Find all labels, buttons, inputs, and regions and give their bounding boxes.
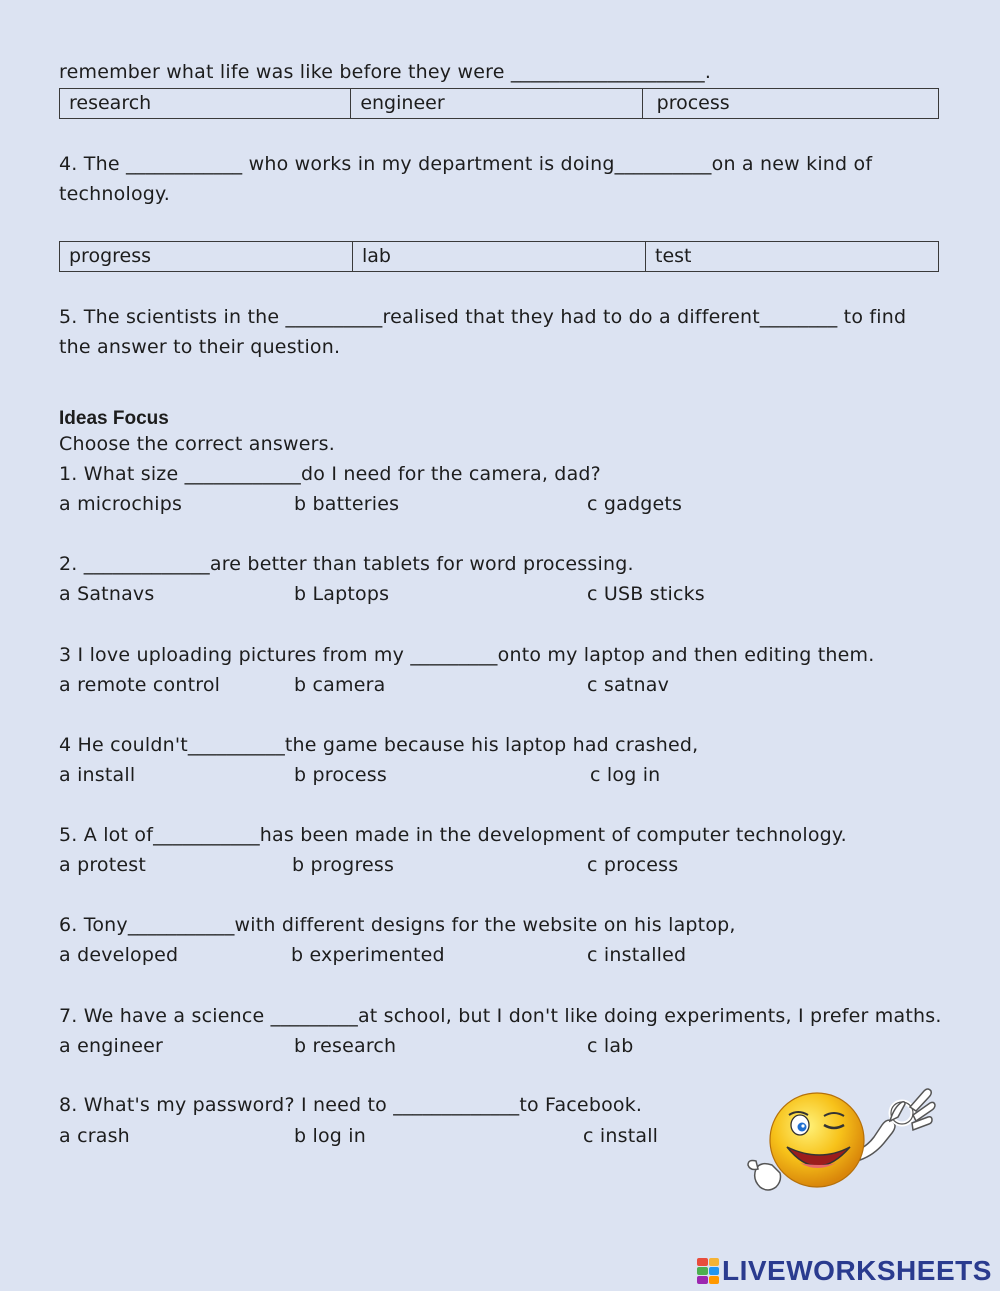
- option-b[interactable]: b research: [294, 1035, 397, 1057]
- option-a[interactable]: a developed: [59, 944, 179, 966]
- question-4-line-2: technology.: [59, 183, 171, 205]
- liveworksheets-logo: [697, 1255, 992, 1287]
- question-text: 6. Tony___________with different designs for the website on his laptop,: [59, 914, 736, 936]
- option-a[interactable]: a microchips: [59, 493, 183, 515]
- option-c[interactable]: c gadgets: [587, 493, 683, 515]
- option-b[interactable]: b camera: [294, 674, 386, 696]
- word-box-1: [59, 88, 939, 119]
- option-a[interactable]: a protest: [59, 854, 147, 876]
- question-4-line-1: 4. The ____________ who works in my department is doing__________on a new kind of: [59, 153, 873, 175]
- instruction: Choose the correct answers.: [59, 433, 335, 455]
- word-box-2-cell: test: [655, 245, 692, 267]
- intro-line: remember what life was like before they were ____________________.: [59, 61, 712, 83]
- question-5-line-2: the answer to their question.: [59, 336, 341, 358]
- question-text: 4 He couldn't__________the game because his laptop had crashed,: [59, 734, 699, 756]
- question-text: 1. What size ____________do I need for the camera, dad?: [59, 463, 601, 485]
- ok-hand-icon: [860, 1089, 935, 1160]
- word-box-2-cell: progress: [60, 242, 353, 271]
- option-a[interactable]: a remote control: [59, 674, 221, 696]
- option-c[interactable]: c install: [583, 1125, 659, 1147]
- logo-text: LIVEWORKSHEETS: [722, 1255, 992, 1286]
- glove-icon: [748, 1161, 781, 1191]
- option-b[interactable]: b process: [294, 764, 387, 786]
- question-text: 8. What's my password? I need to _____________to Facebook.: [59, 1094, 643, 1116]
- option-c[interactable]: c installed: [587, 944, 687, 966]
- question-text: 3 I love uploading pictures from my _________onto my laptop and then editing them.: [59, 644, 875, 666]
- option-b[interactable]: b batteries: [294, 493, 400, 515]
- question-5-line-1: 5. The scientists in the __________realised that they had to do a different________ to find: [59, 306, 907, 328]
- question-text: 5. A lot of___________has been made in the development of computer technology.: [59, 824, 847, 846]
- question-text: 2. _____________are better than tablets for word processing.: [59, 553, 634, 575]
- option-b[interactable]: b progress: [292, 854, 395, 876]
- option-a[interactable]: a engineer: [59, 1035, 163, 1057]
- option-b[interactable]: b Laptops: [294, 583, 390, 605]
- option-c[interactable]: c process: [587, 854, 679, 876]
- option-c[interactable]: c lab: [587, 1035, 634, 1057]
- option-c[interactable]: c log in: [590, 764, 661, 786]
- option-a[interactable]: a Satnavs: [59, 583, 155, 605]
- question-text: 7. We have a science _________at school, but I don't like doing experiments, I prefer maths.: [59, 1005, 942, 1027]
- word-box-1-cell: engineer: [351, 89, 642, 118]
- option-b[interactable]: b log in: [294, 1125, 367, 1147]
- section-heading: Ideas Focus: [59, 408, 169, 429]
- option-a[interactable]: a crash: [59, 1125, 130, 1147]
- option-b[interactable]: b experimented: [291, 944, 445, 966]
- word-box-1-cell: process: [656, 92, 730, 114]
- word-box-1-cell: research: [60, 89, 351, 118]
- winking-smiley-icon: [742, 1085, 937, 1197]
- word-box-2: [59, 241, 939, 272]
- option-a[interactable]: a install: [59, 764, 136, 786]
- option-c[interactable]: c satnav: [587, 674, 670, 696]
- logo-mark-icon: [697, 1258, 719, 1284]
- option-c[interactable]: c USB sticks: [587, 583, 705, 605]
- word-box-2-cell: lab: [353, 242, 646, 271]
